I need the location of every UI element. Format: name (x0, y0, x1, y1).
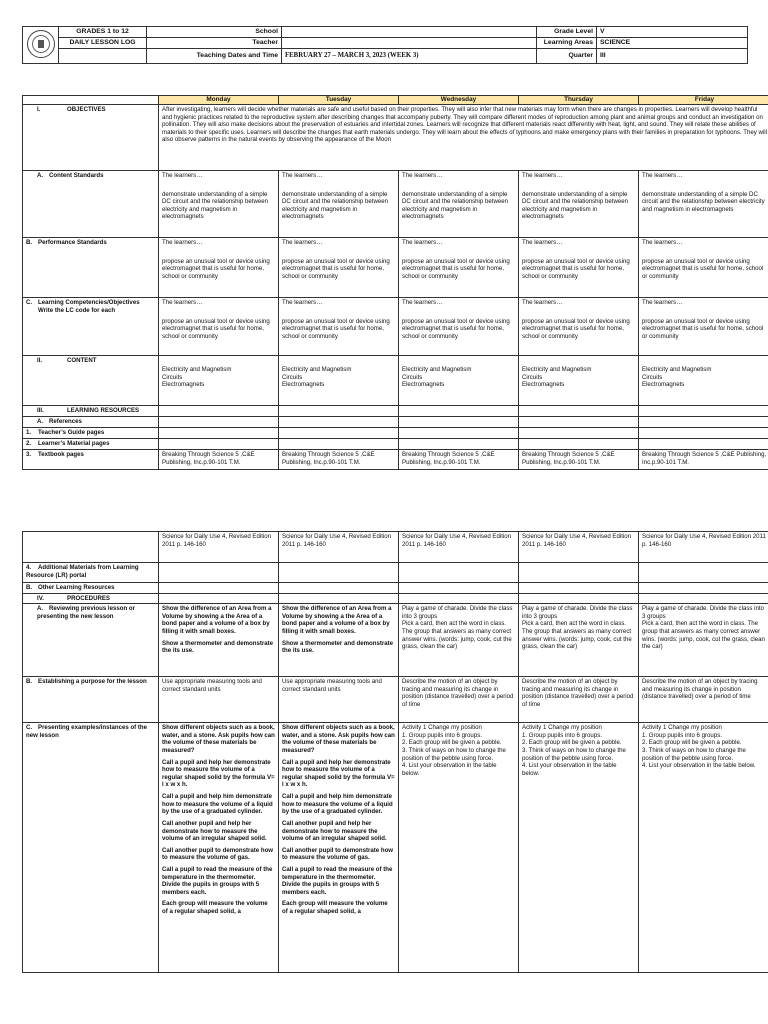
performance-standard-text: propose an unusual tool or device using electromagnet that is useful for home, school or community (522, 257, 630, 280)
day-header-row (23, 96, 768, 105)
example-step: Call a pupil and help him demonstrate how to measure the volume of a liquid by the use of a graduated cylinder. (282, 793, 393, 816)
competency-text: propose an unusual tool or device using electromagnet that is useful for home, school or community (162, 317, 270, 340)
content-standard-lead: The learners… (402, 172, 443, 179)
header-table (22, 26, 748, 64)
performance-standard-lead: The learners… (642, 239, 683, 246)
school-value (282, 27, 537, 38)
grade-level-label: Grade Level (537, 27, 597, 38)
teacher-label: Teacher (147, 38, 282, 49)
content-row: II. CONTENT Electricity and Magnetism Circuits Electromagnets Electricity and Magnetism Circuits Electromagnets Electricity and Magnetism Circuits Electromagnets Electricity and Magnetism Circuits Electromagnets Electricity and Magnetism Circuits Electromagnets (23, 356, 768, 406)
charade-activity: Play a game of charade. Divide the class into 3 groups Pick a card, then act the word in class. The group that answers as many correct answer wins. (words: jump, cook, cut the grass, clean the car) (522, 605, 633, 651)
example-step: Call a pupil and help him demonstrate how to measure the volume of a liquid by the use of a graduated cylinder. (162, 793, 273, 816)
day-thursday: Thursday (519, 96, 639, 105)
content-label: CONTENT (67, 357, 97, 364)
purpose-text: Use appropriate measuring tools and correct standard units (162, 678, 262, 693)
procedures-label: PROCEDURES (67, 594, 111, 602)
textbook-reference: Breaking Through Science 5 ,C&E Publishing, Inc.p.90-101 T.M. (402, 451, 495, 466)
performance-standard-lead: The learners… (402, 239, 443, 246)
performance-standard-lead: The learners… (522, 239, 563, 246)
purpose-text: Describe the motion of an object by tracing and measuring its change in position (distance travelled) over a period of time (642, 678, 758, 701)
quarter-value: III (597, 49, 748, 64)
other-resources-label: Other Learning Resources (38, 584, 115, 591)
teachers-guide-label: Teacher’s Guide pages (38, 429, 105, 436)
content-topics: Electricity and Magnetism Circuits Electromagnets (402, 366, 472, 389)
example-step: Call a pupil and help her demonstrate how to measure the volume of a regular shaped solid by the formula V= l x w x h. (162, 758, 275, 789)
textbook-reference: Breaking Through Science 5 ,C&E Publishing, Inc.p.90-101 T.M. (522, 451, 615, 466)
science-daily-use-reference: Science for Daily Use 4, Revised Edition 2011 p. 146-160 (162, 533, 272, 548)
textbook-reference: Breaking Through Science 5 ,C&E Publishing, Inc.p.90-101 T.M. (282, 451, 375, 466)
performance-standards-label: Performance Standards (38, 239, 107, 246)
procedures-row: IV. PROCEDURES (23, 593, 768, 604)
learning-areas-label: Learning Areas (537, 38, 597, 49)
additional-materials-row: 4. Additional Materials from Learning Resource (LR) portal (23, 563, 768, 583)
dates-label: Teaching Dates and Time (147, 49, 282, 64)
content-standard-text: demonstrate understanding of a simple DC circuit and the relationship between electricity and magnetism in electromagnets (642, 190, 765, 213)
review-label: Reviewing previous lesson or presenting the new lesson (37, 605, 136, 620)
science-daily-use-reference: Science for Daily Use 4, Revised Edition 2011 p. 146-160 (402, 533, 512, 548)
learning-areas-value: SCIENCE (597, 38, 748, 49)
performance-standard-lead: The learners… (162, 239, 203, 246)
purpose-text: Describe the motion of an object by tracing and measuring its change in position (distance travelled) over a period of time (522, 678, 634, 709)
school-label: School (147, 27, 282, 38)
example-step: Call another pupil and help her demonstrate how to measure the volume of an irregular shaped solid. (282, 819, 387, 843)
example-step: Show different objects such as a book, water, and a stone. Ask pupils how can the volume of these materials be measured? (282, 724, 395, 755)
activity-change-position: Activity 1 Change my position 1. Group pupils into 6 groups. 2. Each group will be given a pebble. 3. Think of ways on how to change the position of the pebble using force. 4. List your observation in the table below. (642, 724, 756, 770)
content-standards-row: A. Content Standards The learners… demonstrate understanding of a simple DC circuit and the relationship between electricity and magnetism in electromagnets The learners… demonstrate understanding of a simple DC circuit and the relationship between electricity and magnetism in electromagnets The learners… demonstrate understanding of a simple DC circuit and the relationship between electricity and magnetism in electromagnets The learners… demonstrate understanding of a simple DC circuit and the relationship between electricity and magnetism in electromagnets The learners… demonstrate understanding of a simple DC circuit and the relationship between electricity and magnetism in electromagnets (23, 171, 768, 238)
references-row: A. References (23, 417, 768, 428)
grade-level-value: V (597, 27, 748, 38)
content-standard-lead: The learners… (162, 172, 203, 179)
learning-resources-label: LEARNING RESOURCES (67, 407, 140, 414)
competency-lead: The learners… (402, 299, 443, 306)
objectives-label: OBJECTIVES (67, 106, 106, 113)
competencies-label: Learning Competencies/Objectives (38, 299, 140, 306)
purpose-text: Use appropriate measuring tools and correct standard units (282, 678, 382, 693)
day-friday: Friday (639, 96, 768, 105)
competency-text: propose an unusual tool or device using electromagnet that is useful for home, school or community (282, 317, 390, 340)
science-daily-use-reference: Science for Daily Use 4, Revised Edition 2011 p. 146-160 (522, 533, 632, 548)
textbook-reference: Breaking Through Science 5 ,C&E Publishing, Inc.p.90-101 T.M. (162, 451, 255, 466)
content-standard-text: demonstrate understanding of a simple DC circuit and the relationship between electricity and magnetism in electromagnets (522, 190, 629, 221)
lesson-table-page2 (22, 531, 768, 973)
logo-cell (23, 27, 59, 64)
example-step: Call another pupil to demonstrate how to measure the volume of gas. (162, 846, 274, 862)
competencies-sublabel: Write the LC code for each (38, 306, 116, 314)
day-wednesday: Wednesday (399, 96, 519, 105)
activity-change-position: Activity 1 Change my position 1. Group pupils into 6 groups. 2. Each group will be given a pebble. 3. Think of ways on how to change the position of the pebble using force. 4. List your observation in the table below. (402, 724, 506, 777)
learning-resources-row: III. LEARNING RESOURCES (23, 406, 768, 417)
log-title: DAILY LESSON LOG (59, 38, 147, 49)
content-topics: Electricity and Magnetism Circuits Electromagnets (522, 366, 592, 389)
day-tuesday: Tuesday (279, 96, 399, 105)
example-step: Each group will measure the volume of a regular shaped solid, a (282, 900, 388, 916)
review-activity: Show a thermometer and demonstrate the its use. (162, 639, 274, 655)
charade-activity: Play a game of charade. Divide the class into 3 groups Pick a card, then act the word in class. The group that answers as many correct answer wins. (words: jump, cook, cut the grass, clean the car) (402, 605, 513, 651)
example-step: Call a pupil and help her demonstrate how to measure the volume of a regular shaped solid by the formula V= l x w x h. (282, 758, 395, 789)
textbook-reference: Breaking Through Science 5 ,C&E Publishing, Inc.p.90-101 T.M. (642, 451, 767, 466)
example-step: Each group will measure the volume of a regular shaped solid, a (162, 900, 268, 916)
example-step: Call a pupil to read the measure of the temperature in the thermometer. Divide the pupils in groups with 5 members each. (162, 865, 273, 896)
day-monday: Monday (159, 96, 279, 105)
performance-standard-text: propose an unusual tool or device using electromagnet that is useful for home, school or community (642, 257, 764, 280)
activity-change-position: Activity 1 Change my position 1. Group pupils into 6 groups. 2. Each group will be given a pebble. 3. Think of ways on how to change the position of the pebble using force. 4. List your observation in the table below. (522, 724, 626, 777)
examples-row: C. Presenting examples/instances of the new lesson Show different objects such as a book, water, and a stone. Ask pupils how can the volume of these materials be measured? Call a pupil and help her demonstrate how to measure the volume of a regular shaped solid by the formula V= l x w x h. Call a pupil and help him demonstrate how to measure the volume of a liquid by the use of a graduated cylinder. Call another pupil and help her demonstrate how to measure the volume of an irregular shaped solid. Call another pupil to demonstrate how to measure the volume of gas. Call a pupil to read the measure of the temperature in the thermometer. Divide the pupils in groups with 5 members each. Each group will measure the volume of a regular shaped solid, a Show different objects such as a book, water, and a stone. Ask pupils how can the volume of these materials be measured? Call a pupil and help her demonstrate how to measure the volume of a regular shaped solid by the formula V= l x w x h. Call a pupil and help him demonstrate how to measure the volume of a liquid by the use of a graduated cylinder. Call another pupil and help her demonstrate how to measure the volume of an irregular shaped solid. Call another pupil to demonstrate how to measure the volume of gas. Call a pupil to read the measure of the temperature in the thermometer. Divide the pupils in groups with 5 members each. Each group will measure the volume of a regular shaped solid, a Activity 1 Change my position 1. Group pupils into 6 groups. 2. Each group will be given a pebble. 3. Think of ways on how to change the position of the pebble using force. 4. List your observation in the table below. Activity 1 Change my position 1. Group pupils into 6 groups. 2. Each group will be given a pebble. 3. Think of ways on how to change the position of the pebble using force. 4. List your observation in the table below. Activity 1 Change my position 1. Group pupils into 6 groups. 2. Each group will be given a pebble. 3. Think of ways on how to change the position of the pebble using force. 4. List your observation in the table below. (23, 723, 768, 973)
content-topics: Electricity and Magnetism Circuits Electromagnets (642, 366, 712, 389)
example-step: Call another pupil and help her demonstrate how to measure the volume of an irregular shaped solid. (162, 819, 267, 843)
purpose-text: Describe the motion of an object by tracing and measuring its change in position (distance travelled) over a period of time (402, 678, 514, 709)
school-seal-logo (27, 30, 55, 58)
dates-value: FEBRUARY 27 – MARCH 3, 2023 (WEEK 3) (282, 49, 537, 64)
example-step: Call a pupil to read the measure of the temperature in the thermometer. Divide the pupils in groups with 5 members each. (282, 865, 393, 896)
science-daily-use-reference: Science for Daily Use 4, Revised Edition 2011 p. 146-160 (642, 533, 766, 548)
learners-material-row: 2. Learner’s Material pages (23, 439, 768, 450)
example-step: Show different objects such as a book, water, and a stone. Ask pupils how can the volume of these materials be measured? (162, 724, 275, 755)
competency-text: propose an unusual tool or device using electromagnet that is useful for home, school or community (642, 317, 764, 340)
additional-materials-label: Additional Materials from Learning Resource (LR) portal (26, 564, 139, 579)
content-topics: Electricity and Magnetism Circuits Electromagnets (162, 366, 232, 389)
textbook-label: Textbook pages (38, 451, 84, 458)
performance-standard-lead: The learners… (282, 239, 323, 246)
review-activity: Show the difference of an Area from a Volume by showing a the Area of a bond paper and a volume of a box by filling it with small boxes. (282, 605, 392, 636)
purpose-row: B. Establishing a purpose for the lesson Use appropriate measuring tools and correct standard units Use appropriate measuring tools and correct standard units Describe the motion of an object by tracing and measuring its change in position (distance travelled) over a period of time Describe the motion of an object by tracing and measuring its change in position (distance travelled) over a period of time Describe the motion of an object by tracing and measuring its change in position (distance travelled) over a period of time (23, 677, 768, 723)
review-activity: Show the difference of an Area from a Volume by showing a the Area of a bond paper and a volume of a box by filling it with small boxes. (162, 605, 272, 636)
objectives-row: I. OBJECTIVES After investigating, learners will decide whether materials are safe and useful based on their properties. They will also infer that new materials may form when there are changes in properties. Learners will develop healthful and hygienic practices related to the reproductive system after describing changes that accompany puberty. They will compare different modes of reproduction among plant and animal groups and conduct an investigation on pollination. They will also make decisions about the preservation of estuaries and intertidal zones. Learners will recognize that different materials react differently with heat, light, and sound. They will relate these abilities of materials to their specific uses. Learners will describe the changes that earth materials undergo. They will learn about the effects of typhoons and make emergency plans with their families in preparation for typhoons. They will also observe patterns in the natural events by observing the appearance of the Moon (23, 105, 768, 171)
content-standard-lead: The learners… (282, 172, 323, 179)
content-standard-lead: The learners… (642, 172, 683, 179)
lesson-table-page1 (22, 95, 768, 470)
content-standards-label: Content Standards (49, 172, 104, 179)
content-standard-lead: The learners… (522, 172, 563, 179)
textbook-row: 3. Textbook pages Breaking Through Science 5 ,C&E Publishing, Inc.p.90-101 T.M. Breaking Through Science 5 ,C&E Publishing, Inc.p.90-101 T.M. Breaking Through Science 5 ,C&E Publishing, Inc.p.90-101 T.M. Breaking Through Science 5 ,C&E Publishing, Inc.p.90-101 T.M. Breaking Through Science 5 ,C&E Publishing, Inc.p.90-101 T.M. (23, 450, 768, 470)
content-standard-text: demonstrate understanding of a simple DC circuit and the relationship between electricity and magnetism in electromagnets (282, 190, 389, 221)
performance-standards-row: B. Performance Standards The learners… propose an unusual tool or device using electromagnet that is useful for home, school or community The learners… propose an unusual tool or device using electromagnet that is useful for home, school or community The learners… propose an unusual tool or device using electromagnet that is useful for home, school or community The learners… propose an unusual tool or device using electromagnet that is useful for home, school or community The learners… propose an unusual tool or device using electromagnet that is useful for home, school or community (23, 238, 768, 298)
teachers-guide-row: 1. Teacher’s Guide pages (23, 428, 768, 439)
learners-material-label: Learner’s Material pages (38, 440, 110, 447)
competency-lead: The learners… (162, 299, 203, 306)
performance-standard-text: propose an unusual tool or device using electromagnet that is useful for home, school or community (402, 257, 510, 280)
charade-activity: Play a game of charade. Divide the class into 3 groups Pick a card, then act the word in class. The group that answers as many correct answer wins. (words: jump, cook, cut the grass, clean the car) (642, 605, 765, 651)
content-standard-text: demonstrate understanding of a simple DC circuit and the relationship between electricity and magnetism in electromagnets (162, 190, 269, 221)
review-activity: Show a thermometer and demonstrate the its use. (282, 639, 394, 655)
competency-text: propose an unusual tool or device using electromagnet that is useful for home, school or community (522, 317, 630, 340)
purpose-label: Establishing a purpose for the lesson (38, 678, 147, 686)
competency-text: propose an unusual tool or device using electromagnet that is useful for home, school or community (402, 317, 510, 340)
other-resources-row: B. Other Learning Resources (23, 583, 768, 594)
performance-standard-text: propose an unusual tool or device using electromagnet that is useful for home, school or community (282, 257, 390, 280)
example-step: Call another pupil to demonstrate how to measure the volume of gas. (282, 846, 394, 862)
content-topics: Electricity and Magnetism Circuits Electromagnets (282, 366, 352, 389)
science-daily-use-row (23, 532, 768, 563)
grades-label: GRADES 1 to 12 (59, 27, 147, 38)
objectives-text: After investigating, learners will decide whether materials are safe and useful based on their properties. They will also infer that new materials may form when there are changes in properties. Learners will develop healthful and hygienic practices related to the reproductive system after describing changes that accompany puberty. They will compare different modes of reproduction among plant and animal groups and conduct an investigation on pollination. They will also make decisions about the preservation of estuaries and intertidal zones. Learners will recognize that different materials react differently with heat, light, and sound. They will relate these abilities of materials to their specific uses. Learners will describe the changes that earth materials undergo. They will learn about the effects of typhoons and make emergency plans with their families in preparation for typhoons. They will also observe patterns in the natural events by observing the appearance of the Moon (159, 105, 768, 171)
references-label: References (49, 418, 82, 425)
competency-lead: The learners… (282, 299, 323, 306)
teacher-value (282, 38, 537, 49)
competencies-row: C. Learning Competencies/Objectives Write the LC code for each The learners… propose an unusual tool or device using electromagnet that is useful for home, school or community The learners… propose an unusual tool or device using electromagnet that is useful for home, school or community The learners… propose an unusual tool or device using electromagnet that is useful for home, school or community The learners… propose an unusual tool or device using electromagnet that is useful for home, school or community The learners… propose an unusual tool or device using electromagnet that is useful for home, school or community (23, 298, 768, 356)
examples-label: Presenting examples/instances of the new lesson (26, 724, 148, 739)
quarter-label: Quarter (537, 49, 597, 64)
competency-lead: The learners… (522, 299, 563, 306)
content-standard-text: demonstrate understanding of a simple DC circuit and the relationship between electricity and magnetism in electromagnets (402, 190, 509, 221)
review-row: A. Reviewing previous lesson or presenting the new lesson Show the difference of an Area from a Volume by showing a the Area of a bond paper and a volume of a box by filling it with small boxes. Show a thermometer and demonstrate the its use. Show the difference of an Area from a Volume by showing a the Area of a bond paper and a volume of a box by filling it with small boxes. Show a thermometer and demonstrate the its use. Play a game of charade. Divide the class into 3 groups Pick a card, then act the word in class. The group that answers as many correct answer wins. (words: jump, cook, cut the grass, clean the car) Play a game of charade. Divide the class into 3 groups Pick a card, then act the word in class. The group that answers as many correct answer wins. (words: jump, cook, cut the grass, clean the car) Play a game of charade. Divide the class into 3 groups Pick a card, then act the word in class. The group that answers as many correct answer wins. (words: jump, cook, cut the grass, clean the car) (23, 604, 768, 677)
science-daily-use-reference: Science for Daily Use 4, Revised Edition 2011 p. 146-160 (282, 533, 392, 548)
competency-lead: The learners… (642, 299, 683, 306)
performance-standard-text: propose an unusual tool or device using electromagnet that is useful for home, school or community (162, 257, 270, 280)
